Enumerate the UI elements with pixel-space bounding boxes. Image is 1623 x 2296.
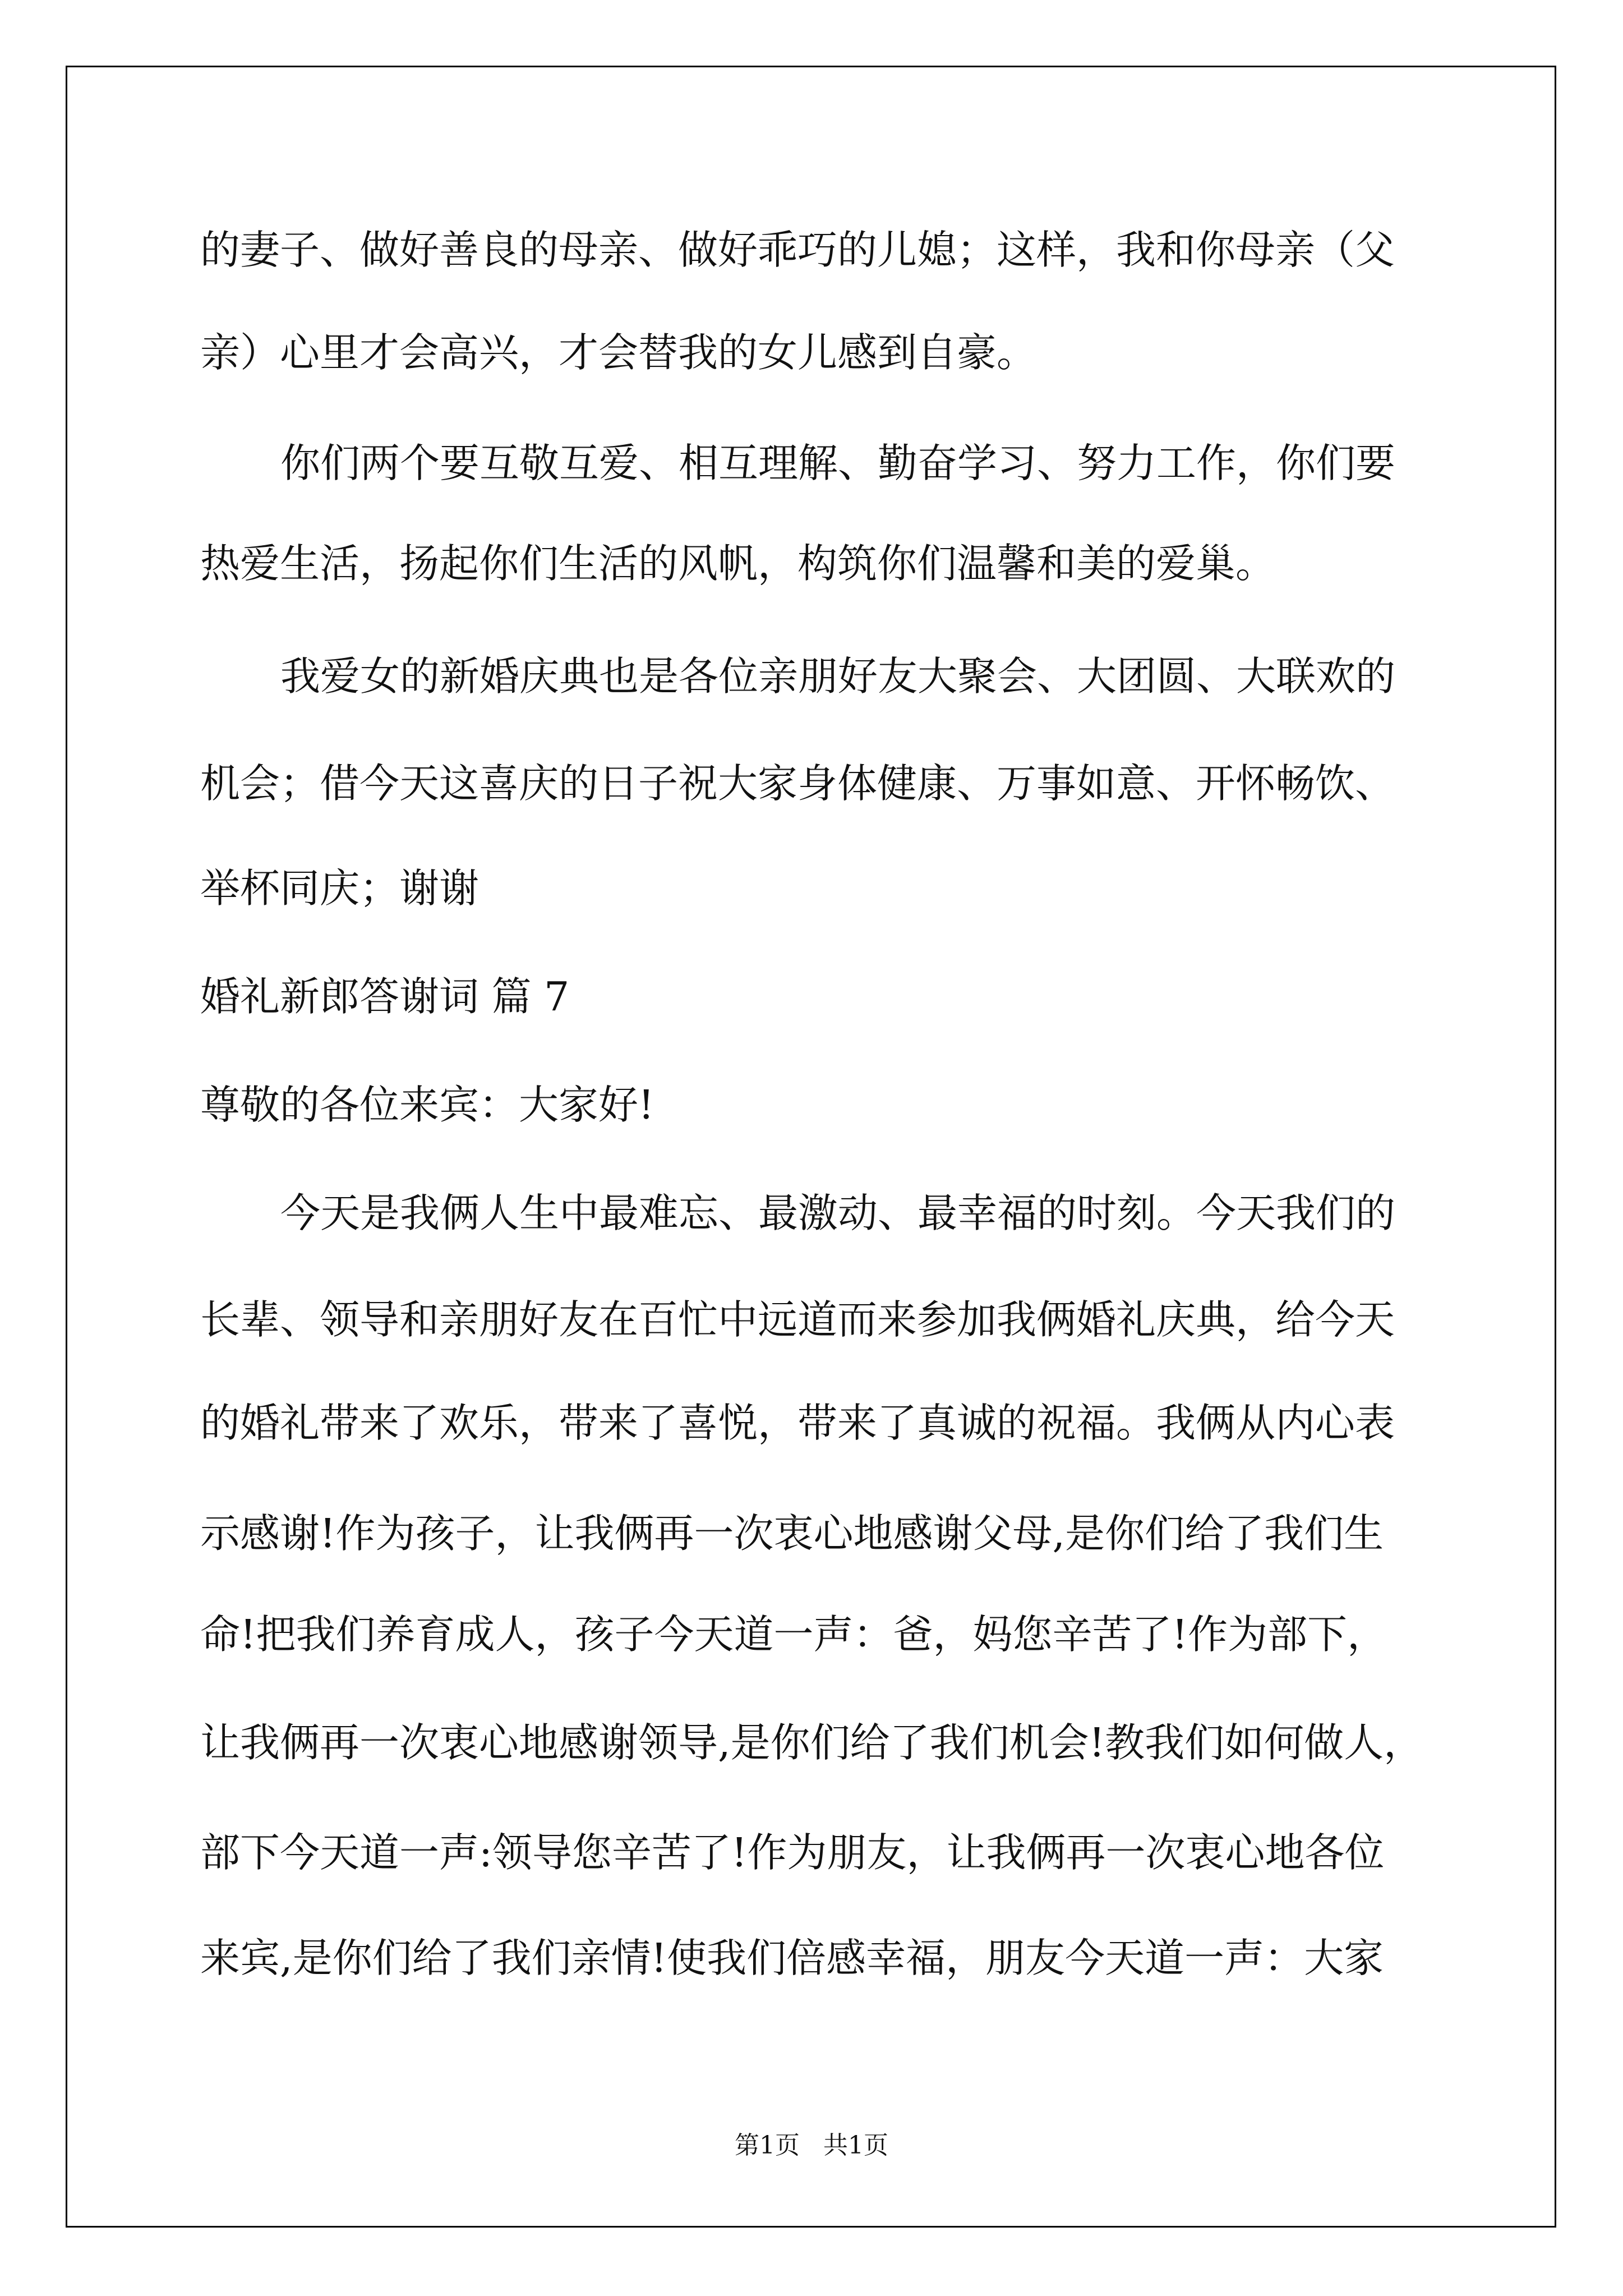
body-line: 热爱生活，扬起你们生活的风帆，构筑你们温馨和美的爱巢。 [200, 540, 1276, 587]
salutation: 尊敬的各位来宾：大家好! [200, 1082, 654, 1128]
body-line: 举杯同庆；谢谢 [200, 865, 479, 912]
body-line: 机会；借今天这喜庆的日子祝大家身体健康、万事如意、开怀畅饮、 [200, 760, 1395, 807]
body-line: 长辈、领导和亲朋好友在百忙中远道而来参加我俩婚礼庆典，给今天 [200, 1296, 1395, 1343]
body-line: 亲）心里才会高兴，才会替我的女儿感到自豪。 [200, 329, 1037, 376]
body-line: 的婚礼带来了欢乐，带来了喜悦，带来了真诚的祝福。我俩从内心表 [200, 1400, 1395, 1446]
body-line: 你们两个要互敬互爱、相互理解、勤奋学习、努力工作，你们要 [280, 440, 1396, 486]
page-border [66, 66, 1556, 2228]
body-line: 今天是我俩人生中最难忘、最激动、最幸福的时刻。今天我们的 [280, 1190, 1396, 1236]
body-line: 示感谢!作为孩子，让我俩再一次衷心地感谢父母,是你们给了我们生 [200, 1510, 1384, 1557]
body-line: 命!把我们养育成人，孩子今天道一声：爸，妈您辛苦了!作为部下， [200, 1611, 1387, 1658]
page-number: 第1页 共1页 [735, 2131, 888, 2160]
body-line: 部下今天道一声:领导您辛苦了!作为朋友，让我俩再一次衷心地各位 [200, 1829, 1385, 1876]
body-line: 我爱女的新婚庆典也是各位亲朋好友大聚会、大团圆、大联欢的 [280, 653, 1396, 700]
section-heading: 婚礼新郎答谢词 篇 7 [200, 973, 570, 1020]
body-line: 的妻子、做好善良的母亲、做好乖巧的儿媳；这样，我和你母亲（父 [200, 227, 1395, 273]
body-line: 来宾,是你们给了我们亲情!使我们倍感幸福，朋友今天道一声：大家 [200, 1935, 1384, 1981]
body-line: 让我俩再一次衷心地感谢领导,是你们给了我们机会!教我们如何做人， [200, 1719, 1424, 1766]
